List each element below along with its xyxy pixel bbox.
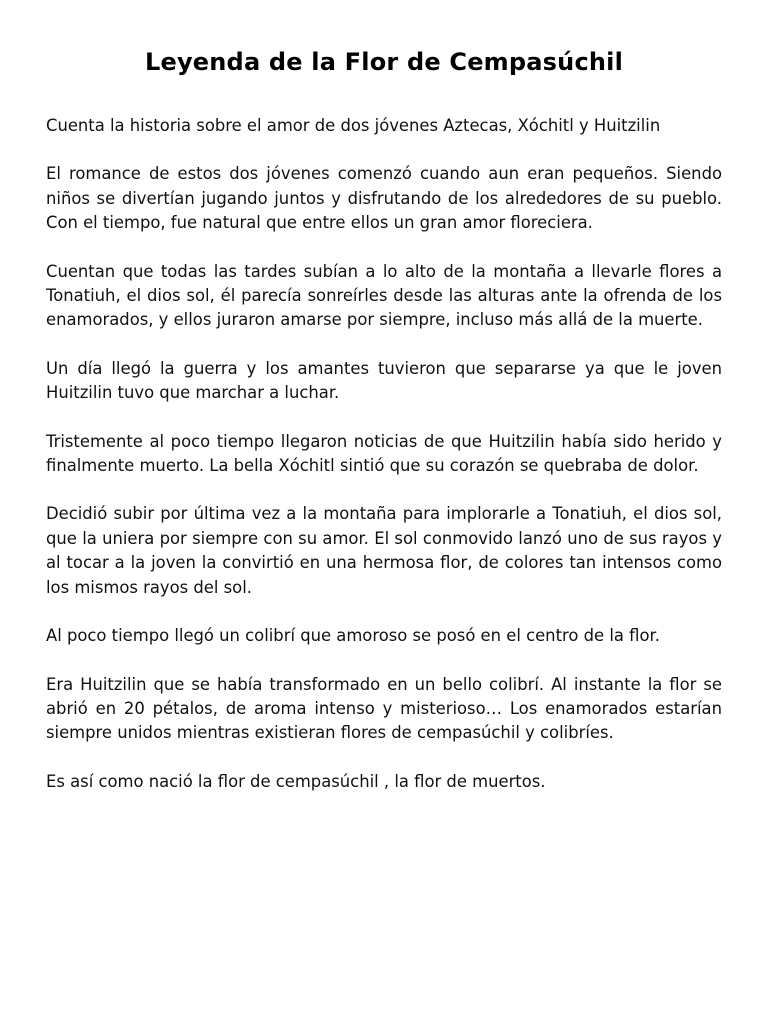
page-title: Leyenda de la Flor de Cempasúchil [144,48,624,76]
paragraph-conclusion: Es así como nació la flor de cempasúchil , la flor de muertos. [46,771,546,791]
paragraph-transformation: Decidió subir por última vez a la montaña para implorarle a Tonatiuh, el dios sol, que la uniera por siempre con su amor. El sol conmovido lanzó uno de sus rayos y al tocar a la joven la convirtió en una hermosa flor, de colores tan intensos como los mismos rayos del sol. [46,504,722,597]
paragraph-intro: Cuenta la historia sobre el amor de dos jóvenes Aztecas, Xóchitl y Huitzilin [46,116,661,135]
paragraph-war: Un día llegó la guerra y los amantes tuvieron que separarse ya que le joven Huitzilin tuvo que marchar a luchar. [46,358,722,403]
document-body [46,114,722,794]
paragraph-mountain-offering: Cuentan que todas las tardes subían a lo alto de la montaña a llevarle flores a Tonatiuh, el dios sol, él parecía sonreírles desde las alturas ante la ofrenda de los enamorados, y ellos juraron amarse por siempre, incluso más allá de la muerte. [46,261,722,330]
paragraph-hummingbird-arrives: Al poco tiempo llegó un colibrí que amoroso se posó en el centro de la flor. [46,626,660,646]
paragraph-news-of-death: Tristemente al poco tiempo llegaron noticias de que Huitzilin había sido herido y finalmente muerto. La bella Xóchitl sintió que su corazón se quebraba de dolor. [46,431,722,476]
paragraph-romance: El romance de estos dos jóvenes comenzó cuando aun eran pequeños. Siendo niños se divertían jugando juntos y disfrutando de los alrededores de su pueblo. Con el tiempo, fue natural que entre ellos un gran amor floreciera. [46,164,722,233]
paragraph-reunion: Era Huitzilin que se había transformado en un bello colibrí. Al instante la flor se abrió en 20 pétalos, de aroma intenso y misterioso… Los enamorados estarían siempre unidos mientras existieran flores de cempasúchil y colibríes. [46,674,722,743]
